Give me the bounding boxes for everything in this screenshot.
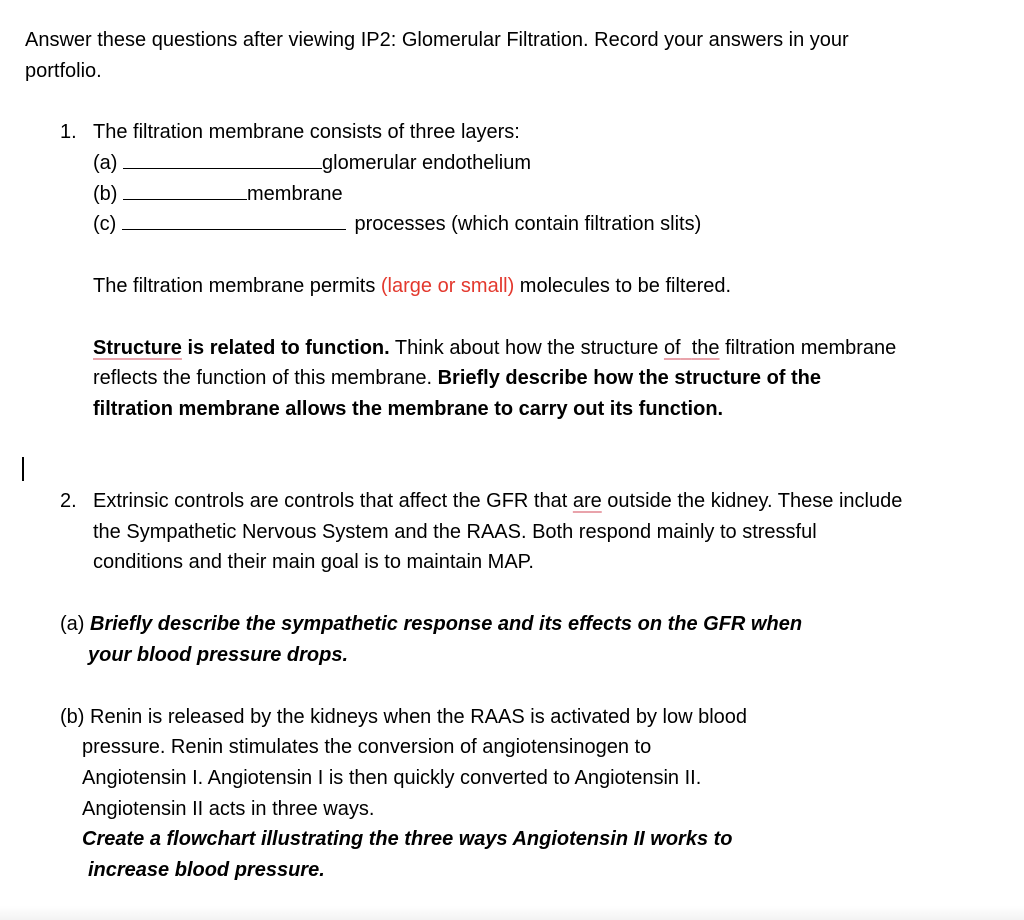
- q1-text: The filtration membrane consists of three layers:: [93, 121, 520, 143]
- q1-structure-text-2: reflects the function of this membrane.: [93, 367, 438, 389]
- q1-permits-choice: (large or small): [380, 275, 515, 297]
- q2-b-line-6: increase blood pressure.: [88, 859, 325, 881]
- q2-b-line-1: [60, 705, 747, 729]
- q1-structure-of: of: [663, 337, 681, 359]
- text-cursor: [22, 457, 24, 481]
- q1-b-text: membrane: [247, 183, 343, 205]
- q1-structure-space: [681, 337, 692, 359]
- q1-a-text: glomerular endothelium: [322, 152, 532, 174]
- q1-item-a: [93, 151, 531, 175]
- q1-permits-before: The filtration membrane permits: [93, 275, 381, 297]
- q1-a-blank[interactable]: [123, 152, 322, 169]
- q1-structure-word: Structure: [93, 337, 182, 359]
- q1-permits-line: [93, 274, 731, 298]
- q2-a-line-1: [60, 612, 802, 636]
- q2-b-line-2: pressure. Renin stimulates the conversion of angiotensinogen to: [82, 736, 652, 758]
- q2-b-line-3: Angiotensin I. Angiotensin I is then quickly converted to Angiotensin II.: [82, 767, 702, 789]
- q1-c-text: processes (which contain filtration slits): [354, 213, 702, 235]
- q1-number: 1.: [60, 121, 77, 143]
- intro-line-1: Answer these questions after viewing IP2: Glomerular Filtration. Record your answers in your: [25, 29, 849, 51]
- q1-b-label: (b): [93, 183, 118, 205]
- q2-line-3: conditions and their main goal is to maintain MAP.: [93, 551, 534, 573]
- q2-line-1-are: are: [572, 490, 602, 512]
- q2-number: 2.: [60, 490, 77, 512]
- q1-permits-after: molecules to be filtered.: [514, 275, 732, 297]
- q1-structure-line-2: [93, 366, 821, 390]
- q1-structure-text: Think about how the structure: [389, 337, 664, 359]
- q1-c-label: (c): [93, 213, 117, 235]
- q2-a-label: (a): [60, 613, 90, 635]
- q2-a-text-1: Briefly describe the sympathetic response and its effects on the GFR when: [90, 613, 803, 635]
- q1-item-c: [93, 212, 701, 236]
- q2-line-1: [93, 489, 902, 513]
- q2-line-1-before: Extrinsic controls are controls that affect the GFR that: [93, 490, 573, 512]
- q1-structure-line-1: [93, 336, 896, 360]
- q1-structure-line-3: filtration membrane allows the membrane to carry out its function.: [93, 398, 724, 420]
- q1-structure-bold-3: Briefly describe how the structure of the: [437, 367, 822, 389]
- q1-structure-bold: is related to function.: [181, 337, 390, 359]
- intro-line-2: portfolio.: [25, 60, 102, 82]
- q2-line-2: the Sympathetic Nervous System and the RAAS. Both respond mainly to stressful: [93, 521, 817, 543]
- q1-c-blank[interactable]: [122, 213, 346, 230]
- q2-b-label: (b): [60, 706, 90, 728]
- q1-structure-the: the: [691, 337, 720, 359]
- page-bottom-fade: [0, 906, 1024, 920]
- q2-b-line-4: Angiotensin II acts in three ways.: [82, 798, 375, 820]
- q2-a-line-2: your blood pressure drops.: [88, 644, 349, 666]
- q1-item-b: [93, 182, 343, 206]
- q2-b-line-5: Create a flowchart illustrating the three ways Angiotensin II works to: [82, 828, 733, 850]
- q2-line-1-after: outside the kidney. These include: [601, 490, 903, 512]
- q1-structure-text-end: filtration membrane: [719, 337, 897, 359]
- q1-b-blank[interactable]: [123, 183, 247, 200]
- q1-a-label: (a): [93, 152, 118, 174]
- q2-b-text-1: Renin is released by the kidneys when the RAAS is activated by low blood: [90, 706, 748, 728]
